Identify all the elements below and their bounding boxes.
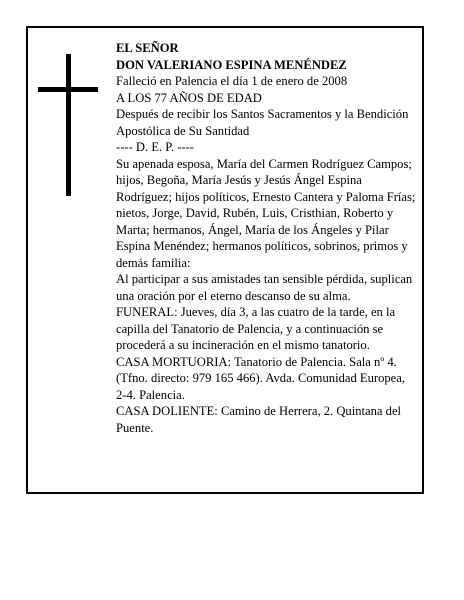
death-date-line: Falleció en Palencia el día 1 de enero de 2008 <box>116 74 348 88</box>
family-paragraph: Su apenada esposa, María del Carmen Rodríguez Campos; hijos, Begoña, María Jesús y Jesús Ángel Espina Rodríguez; hijos políticos, Ernesto Cantera y Paloma Frías; nietos, Jorge, David, Rubén, Luis, Cristhian, Roberto y Marta; hermanos, Ángel, María de los Ángeles y Pilar Espina Menéndez; hermanos políticos, sobrinos, primos y demás familia: <box>116 156 416 270</box>
request-paragraph: Al participar a sus amistades tan sensible pérdida, suplican una oración por el eterno descanso de su alma. <box>116 272 413 303</box>
obituary-notice <box>26 26 424 494</box>
rip-line: ---- D. E. P. ---- <box>116 140 194 154</box>
cross-horizontal-bar <box>38 87 98 92</box>
casa-doliente-paragraph: CASA DOLIENTE: Camino de Herrera, 2. Quintana del Puente. <box>116 404 402 435</box>
casa-mortuoria-paragraph: CASA MORTUORIA: Tanatorio de Palencia. Sala nº 4. (Tfno. directo: 979 165 466). Avda. Comunidad Europea, 2-4. Palencia. <box>116 354 406 402</box>
cross-icon <box>38 54 98 196</box>
age-line: A LOS 77 AÑOS DE EDAD <box>116 90 262 105</box>
notice-title-line-1: EL SEÑOR <box>116 41 179 55</box>
notice-text <box>116 40 418 436</box>
notice-title-line-2: DON VALERIANO ESPINA MENÉNDEZ <box>116 57 347 72</box>
cross-vertical-bar <box>66 54 71 196</box>
funeral-paragraph: FUNERAL: Jueves, día 3, a las cuatro de la tarde, en la capilla del Tanatorio de Palencia, y a continuación se procederá a su incineración en el mismo tanatorio. <box>116 305 396 352</box>
sacraments-paragraph: Después de recibir los Santos Sacramentos y la Bendición Apostólica de Su Santidad <box>116 107 409 138</box>
